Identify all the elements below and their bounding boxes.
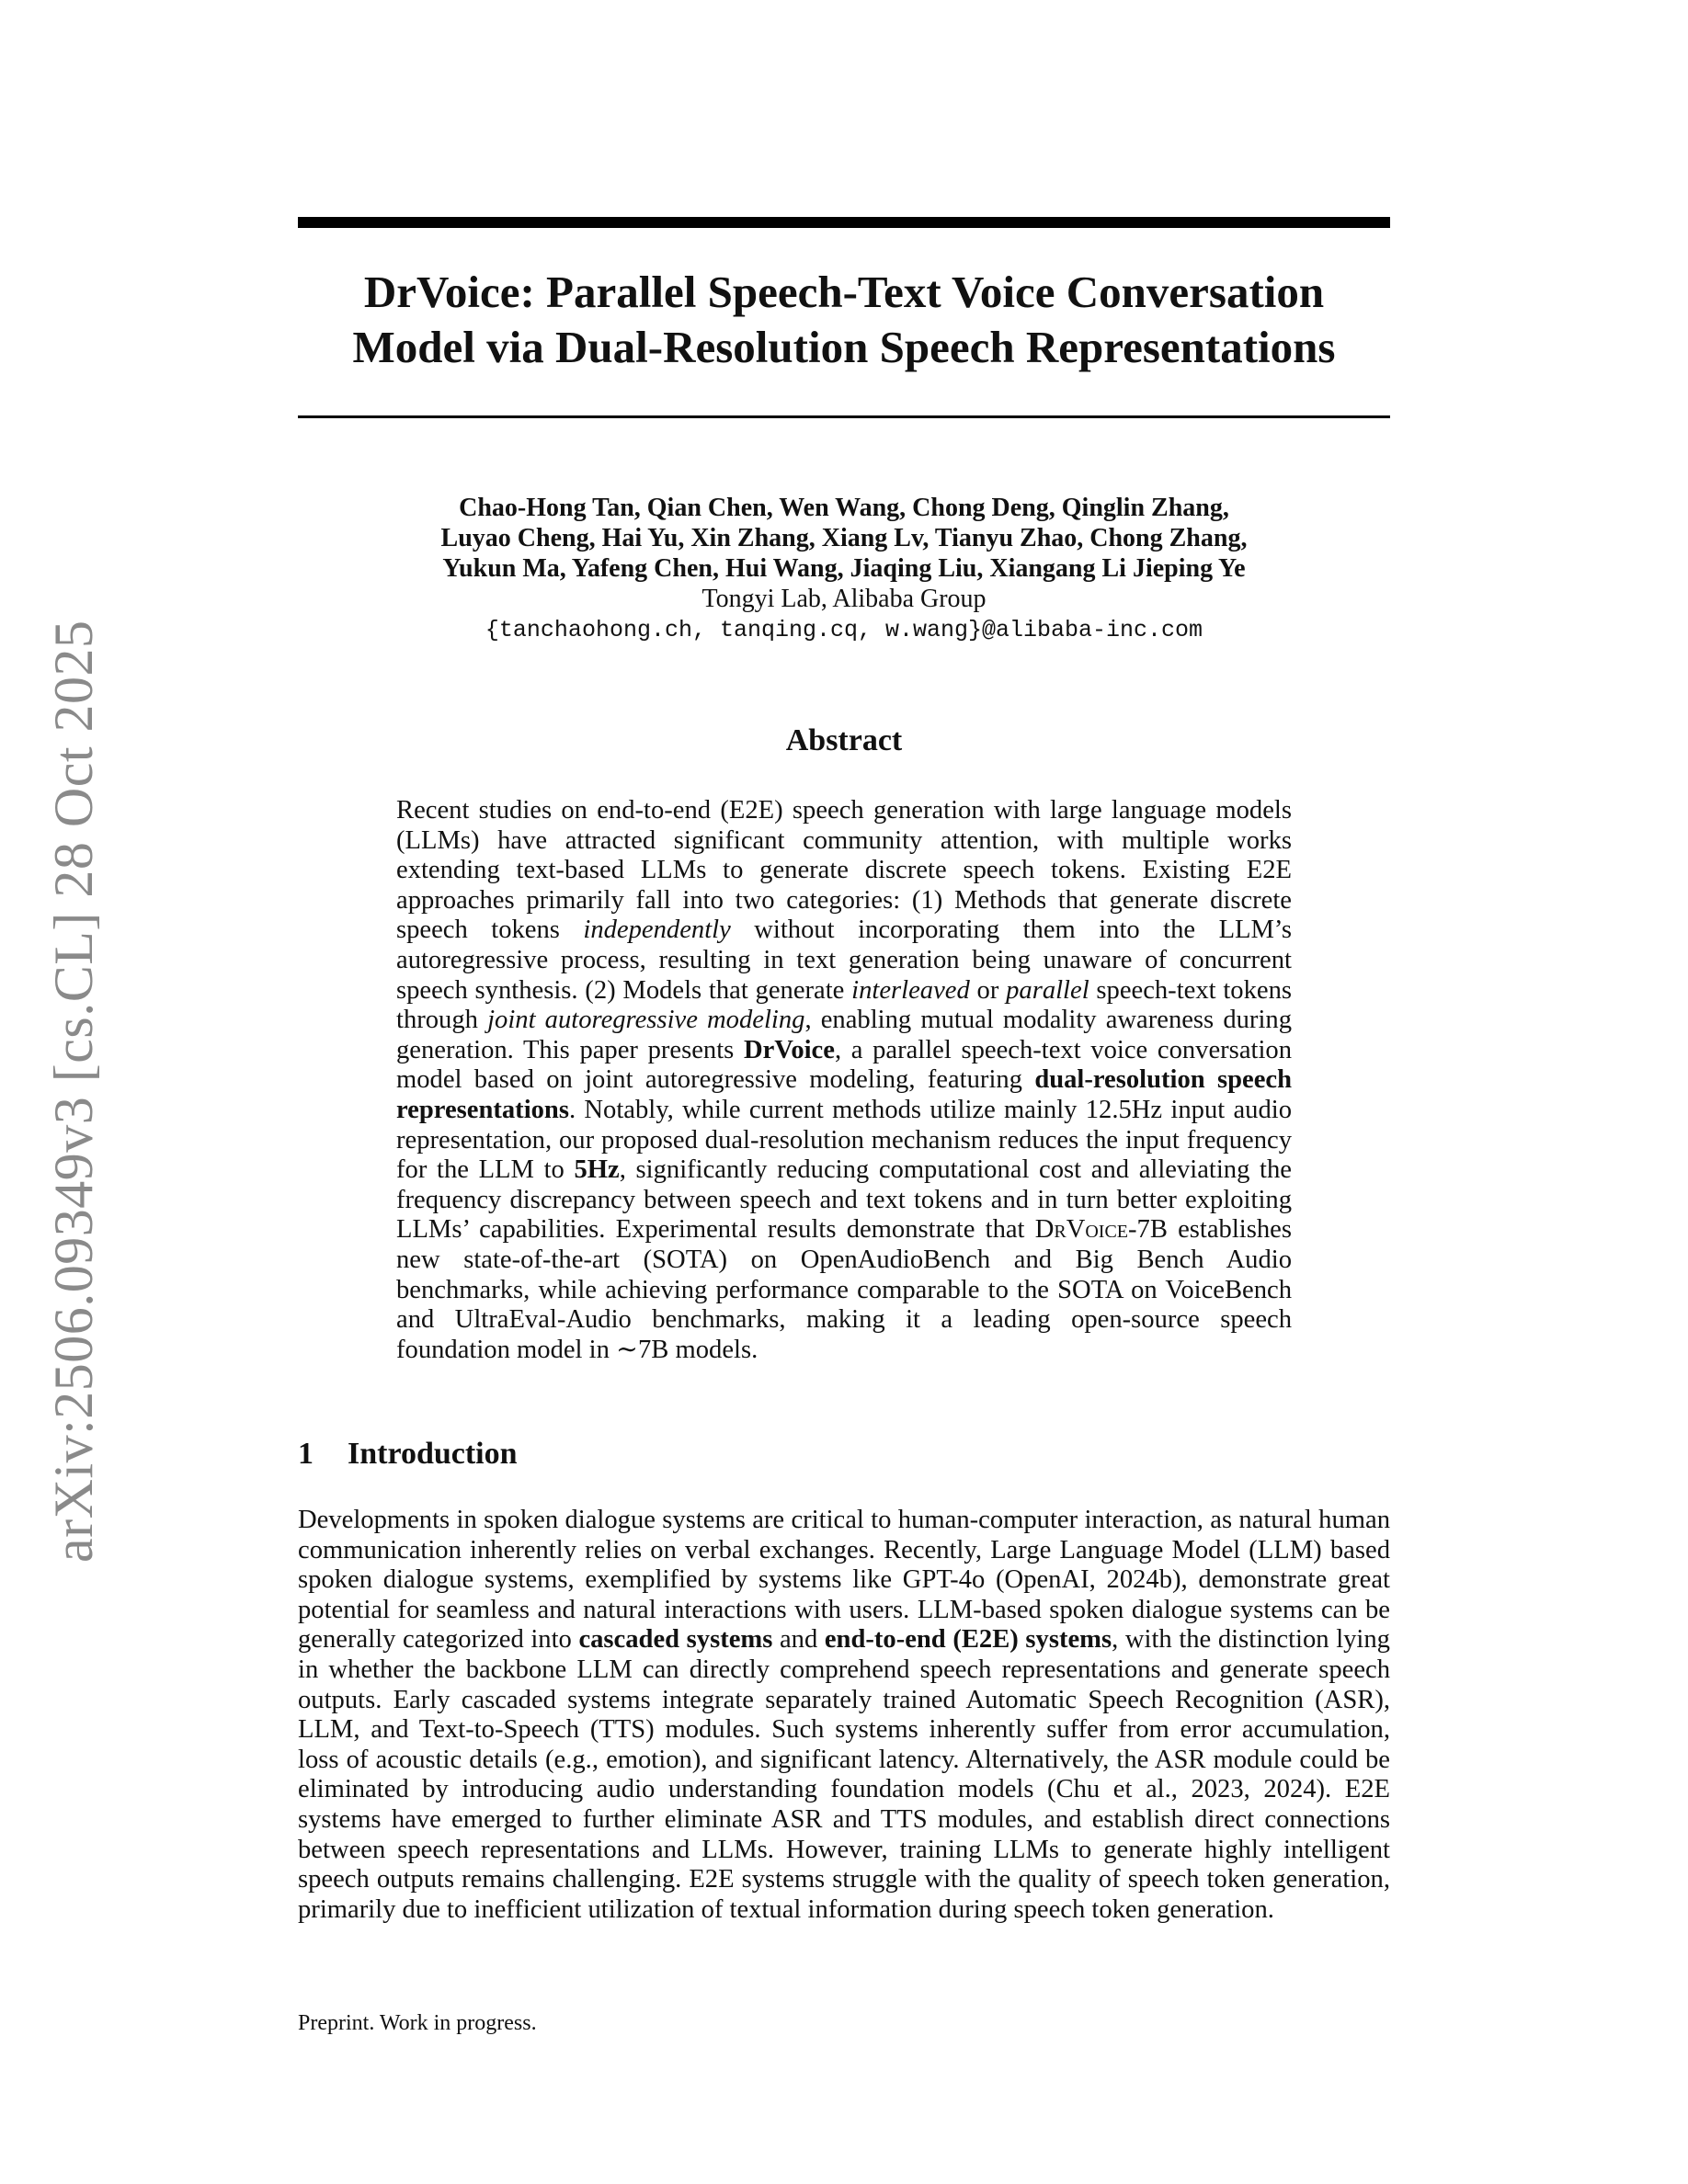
abstract-text: without incorporating them into the LLM’s autoregressive process, resulting in text generation being unaware of concurrent speech synthesis. (2) Models that generate [396, 916, 1293, 1005]
abstract-emphasis: parallel [1006, 975, 1089, 1005]
intro-text: , with the distinction lying in whether the backbone LLM can directly comprehend speech representations and generate speech outputs. Early cascaded systems integrate separately trained Automatic Speech Recognition (ASR), LLM, and Text-to-Speech (TTS) modules. Such systems inherently suffer from error accumulation, loss of acoustic details (e.g., emotion), and significant latency. Alternatively, the ASR module could be eliminated by introducing audio understanding foundation models (Chu et al., 2023, 2024). E2E systems have emerged to further eliminate ASR and TTS modules, and establish direct connections between speech representations and LLMs. However, training LLMs to generate highly intelligent speech outputs remains challenging. E2E systems struggle with the quality of speech token generation, primarily due to inefficient utilization of textual information during speech token generation. [298, 1625, 1390, 1924]
abstract-emphasis: joint autoregressive modeling [487, 1006, 805, 1035]
author-block [298, 493, 1390, 647]
abstract-text: , enabling mutual modality awareness during generation. This paper presents [396, 1006, 1292, 1064]
abstract-emphasis: interleaved [851, 975, 970, 1005]
intro-strong: cascaded systems [578, 1625, 773, 1655]
section-heading-introduction [298, 1434, 518, 1474]
abstract-text: or [969, 975, 1007, 1005]
abstract-heading: Abstract [785, 723, 903, 757]
abstract-body [396, 796, 1292, 1365]
abstract-text: Recent studies on end-to-end (E2E) speech generation with large language models (LLMs) have attracted significant community attention, with multiple works extending text-based LLMs to generate discrete speech tokens. Existing E2E approaches primarily fall into two categories: (1) Methods that generate discrete speech tokens [396, 796, 1292, 945]
abstract-emphasis: independently [583, 916, 731, 945]
title-top-rule [298, 217, 1390, 228]
author-line-3: Yukun Ma, Yafeng Chen, Hui Wang, Jiaqing Liu, Xiangang Li Jieping Ye [442, 554, 1246, 583]
section-title: Introduction [348, 1437, 518, 1471]
title-bottom-rule [298, 415, 1390, 418]
intro-text: and [772, 1625, 825, 1655]
model-name-smallcaps: DrVoice [1034, 1215, 1129, 1245]
abstract-text: speech-text tokens through [396, 975, 1292, 1035]
abstract-text: . Notably, while current methods utilize mainly 12.5Hz input audio representation, our proposed dual-resolution mechanism reduces the input frequency for the LLM to [396, 1095, 1292, 1185]
author-line-1: Chao-Hong Tan, Qian Chen, Wen Wang, Chong Deng, Qinglin Zhang, [459, 494, 1229, 522]
title-line-1: DrVoice: Parallel Speech-Text Voice Conversation [363, 267, 1325, 317]
intro-text: Developments in spoken dialogue systems are critical to human-computer interaction, as natural human communication inherently relies on verbal exchanges. Recently, Large Language Model (LLM) based spoken dialogue systems, exemplified by systems like GPT-4o (OpenAI, 2024b), demonstrate great potential for seamless and natural interactions with users. LLM-based spoken dialogue systems can be generally categorized into [298, 1506, 1390, 1655]
introduction-body [298, 1506, 1390, 1925]
abstract-strong: DrVoice [743, 1035, 835, 1064]
title-line-2: Model via Dual-Resolution Speech Representations [352, 322, 1336, 372]
section-number: 1 [298, 1437, 314, 1471]
preprint-footnote: Preprint. Work in progress. [298, 2011, 537, 2035]
paper-title [298, 265, 1390, 375]
abstract-text: , significantly reducing computational cost and alleviating the frequency discrepancy between speech and text tokens and in turn better exploiting LLMs’ capabilities. Experimental results demonstrate that [396, 1155, 1292, 1245]
abstract-strong: 5Hz [574, 1155, 620, 1185]
abstract-strong: dual-resolution speech representations [396, 1065, 1293, 1124]
abstract-text: -7B establishes new state-of-the-art (SOTA) on OpenAudioBench and Big Bench Audio benchmarks, while achieving performance comparable to the SOTA on VoiceBench and UltraEval-Audio benchmarks, making it a leading open-source speech foundation model in ∼7B models. [396, 1215, 1292, 1364]
author-line-2: Luyao Cheng, Hai Yu, Xin Zhang, Xiang Lv, Tianyu Zhao, Chong Zhang, [440, 524, 1248, 552]
author-emails: {tanchaohong.ch, tanqing.cq, w.wang}@alibaba-inc.com [485, 617, 1203, 643]
intro-strong: end-to-end (E2E) systems [824, 1625, 1112, 1655]
abstract-text: , a parallel speech-text voice conversation model based on joint autoregressive modeling, featuring [396, 1035, 1292, 1095]
arxiv-stamp: arXiv:2506.09349v3 [cs.CL] 28 Oct 2025 [43, 620, 104, 1563]
affiliation: Tongyi Lab, Alibaba Group [701, 585, 987, 613]
author-names [298, 493, 1390, 584]
